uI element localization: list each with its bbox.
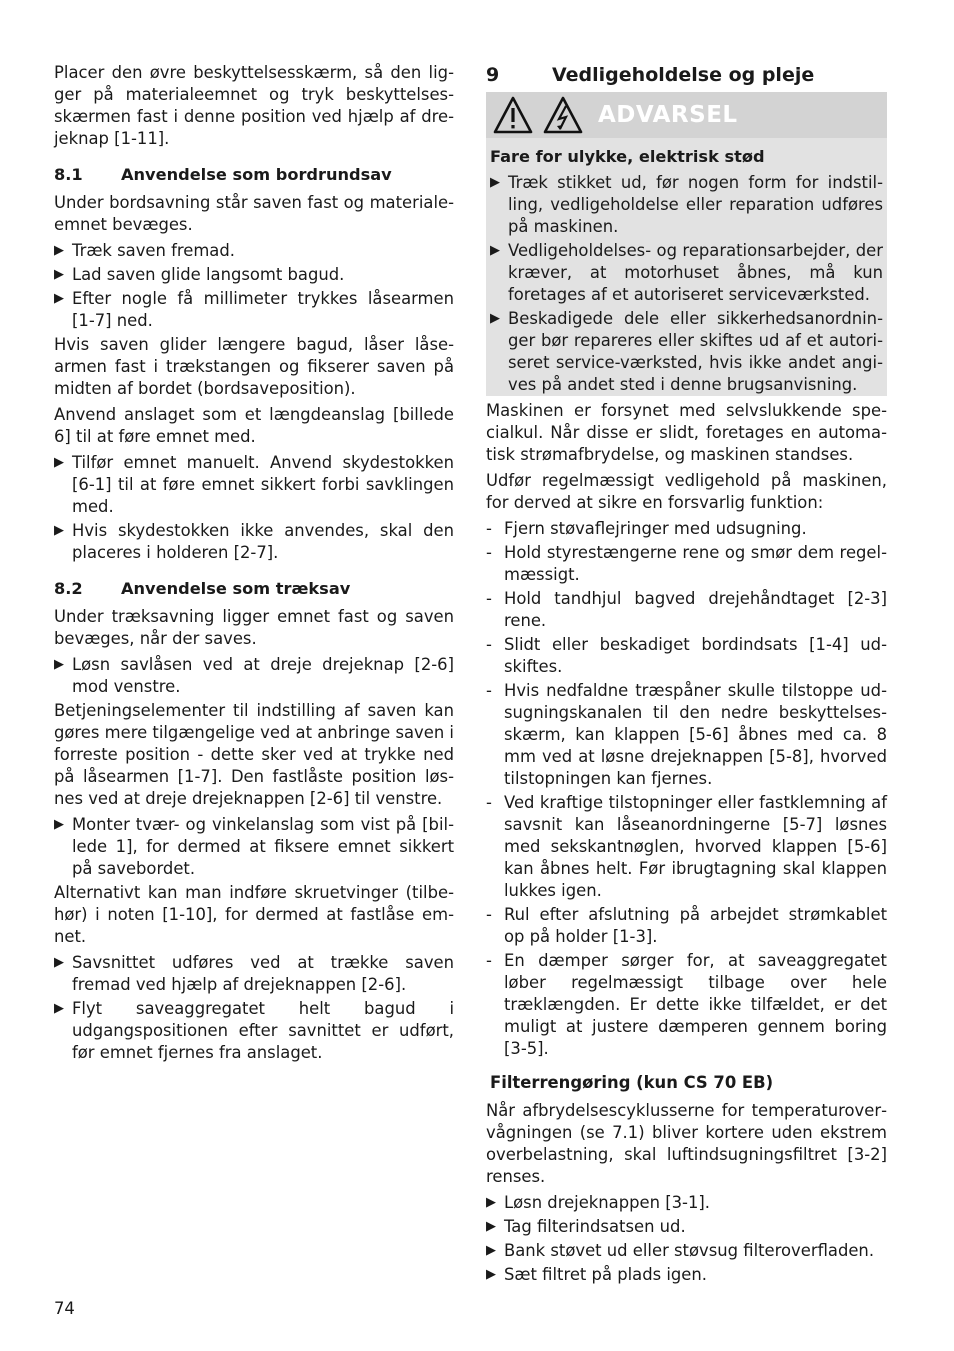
bullet-item: ▶ Bank støvet ud eller støvsug filteroverfladen. [486, 1241, 875, 1260]
electric-hazard-icon [542, 95, 584, 135]
section-number: 9 [486, 64, 500, 86]
bullet-item: ▶ Sæt filtret på plads igen. [486, 1265, 707, 1284]
filter-heading: Filterrengøring (kun CS 70 EB) [490, 1073, 774, 1092]
dash-item: - Hold styrestængerne rene og smør dem regelmæssigt. [486, 543, 887, 584]
bullet-arrow-icon: ▶ [54, 243, 64, 258]
bullet-item: ▶ Lad saven glide langsomt bagud. [54, 265, 345, 284]
bullet-arrow-icon: ▶ [486, 1243, 496, 1258]
section-8-1-heading [54, 164, 454, 186]
paragraph: Hvis saven glider længere bagud, låser låsearmen fast i trækstangen og fikserer saven på midten af bordet (bordsaveposition). [54, 335, 454, 398]
bullet-arrow-icon: ▶ [490, 243, 500, 258]
paragraph: Når afbrydelsescyklusserne for temperaturovervågningen (se 7.1) bliver kortere uden ekstrem overbelastning, skal luftindsugningsfiltret [3-2] renses. [486, 1101, 887, 1186]
dash-item: - Slidt eller beskadiget bordindsats [1-4] udskiftes. [486, 635, 887, 676]
bullet-item: ▶ Beskadigede dele eller sikkerhedsanordninger bør repareres eller skiftes ud af et autoriseret service-værksted, hvis ikke andet angives på andet sted i denne brugsanvisning. [490, 309, 883, 394]
warning-box [486, 92, 887, 396]
bullet-arrow-icon: ▶ [490, 175, 500, 190]
paragraph: Betjeningselementer til indstilling af saven kan gøres mere tilgængelige ved at anbringe saven i forreste position - dette sker ved at trykke ned på låsearmen [1-7]. Den fastlåste position løsnes ved at dreje drejeknappen [2-6] til venstre. [54, 701, 454, 808]
bullet-item: ▶ Efter nogle få millimeter trykkes låsearmen [1-7] ned. [54, 289, 454, 330]
section-title: Vedligeholdelse og pleje [552, 64, 815, 86]
bullet-arrow-icon: ▶ [486, 1267, 496, 1282]
right-column [486, 62, 887, 1288]
bullet-item: ▶ Savsnittet udføres ved at trække saven fremad ved hjælp af drejeknappen [2-6]. [54, 953, 454, 994]
section-number: 8.1 [54, 165, 83, 184]
bullet-arrow-icon: ▶ [54, 523, 64, 538]
bullet-item: ▶ Vedligeholdelses- og reparationsarbejder, der kræver, at motorhuset åbnes, må kun foretages af et autoriseret serviceværksted. [490, 241, 883, 304]
bullet-arrow-icon: ▶ [490, 311, 500, 326]
section-title: Anvendelse som træksav [121, 579, 351, 598]
warning-label: ADVARSEL [598, 102, 738, 128]
dash-item: - Rul efter afslutning på arbejdet strømkablet op på holder [1-3]. [486, 905, 887, 946]
dash-item: - Fjern støvaflejringer med udsugning. [486, 519, 807, 538]
section-number: 8.2 [54, 579, 83, 598]
bullet-arrow-icon: ▶ [54, 955, 64, 970]
dash-item: - Hvis nedfaldne træspåner skulle tilstoppe udsugningskanalen til den nedre beskyttelsesskærm, kan klappen [5-6] åbnes med ca. 8 mm ved at løsne drejeknappen [5-8], hvorved tilstopningen kan fjernes. [486, 681, 887, 788]
section-9-heading [486, 62, 887, 88]
bullet-arrow-icon: ▶ [54, 1001, 64, 1016]
bullet-item: ▶ Træk stikket ud, før nogen form for indstilling, vedligeholdelse eller reparation udføres på maskinen. [490, 173, 883, 236]
paragraph: Anvend anslaget som et længdeanslag [billede 6] til at føre emnet med. [54, 405, 454, 446]
bullet-item: ▶ Flyt saveaggregatet helt bagud i udgangspositionen efter savnittet er udført, før emnet fjernes fra anslaget. [54, 999, 454, 1062]
paragraph: Maskinen er forsynet med selvslukkende specialkul. Når disse er slidt, foretages en automatisk strømafbrydelse, og maskinen standses. [486, 401, 887, 464]
bullet-arrow-icon: ▶ [54, 817, 64, 832]
bullet-item: ▶ Hvis skydestokken ikke anvendes, skal den placeres i holderen [2-7]. [54, 521, 454, 562]
left-column [54, 62, 454, 1066]
paragraph: Under bordsavning står saven fast og materialeemnet bevæges. [54, 193, 454, 234]
warning-triangle-icon [492, 95, 534, 135]
paragraph: Alternativt kan man indføre skruetvinger (tilbehør) i noten [1-10], for dermed at fastlåse emnet. [54, 883, 454, 946]
dash-item: - Hold tandhjul bagved drejehåndtaget [2-3] rene. [486, 589, 887, 630]
bullet-arrow-icon: ▶ [54, 657, 64, 672]
paragraph: Under træksavning ligger emnet fast og saven bevæges, når der saves. [54, 607, 454, 648]
bullet-item: ▶ Løsn savlåsen ved at dreje drejeknap [2-6] mod venstre. [54, 655, 454, 696]
section-8-2-heading [54, 578, 454, 600]
bullet-arrow-icon: ▶ [54, 291, 64, 306]
bullet-item: ▶ Løsn drejeknappen [3-1]. [486, 1193, 710, 1212]
bullet-arrow-icon: ▶ [486, 1219, 496, 1234]
paragraph: Udfør regelmæssigt vedligehold på maskinen, for derved at sikre en forsvarlig funktion: [486, 471, 887, 512]
bullet-arrow-icon: ▶ [54, 455, 64, 470]
warning-body [486, 138, 887, 396]
warning-subtitle: Fare for ulykke, elektrisk stød [490, 147, 765, 166]
bullet-item: ▶ Monter tvær- og vinkelanslag som vist på [billede 1], for dermed at fiksere emnet sikkert på savebordet. [54, 815, 454, 878]
warning-header [486, 92, 887, 138]
bullet-arrow-icon: ▶ [54, 267, 64, 282]
bullet-item: ▶ Tag filterindsatsen ud. [486, 1217, 686, 1236]
bullet-item: ▶ Træk saven fremad. [54, 241, 235, 260]
dash-item: - En dæmper sørger for, at saveaggregatet løber regelmæssigt tilbage over hele træklængden. Er dette ikke tilfældet, er det muligt at justere dæmperen gennem boring [3-5]. [486, 951, 887, 1058]
dash-item: - Ved kraftige tilstopninger eller fastklemning af savsnit kan låseanordningerne [5-7] løsnes med sekskantnøglen, hvorved klappen [5-6] kan åbnes helt. Før ibrugtagning skal klappen lukkes igen. [486, 793, 887, 900]
page-number: 74 [54, 1299, 75, 1318]
intro-paragraph: Placer den øvre beskyttelsesskærm, så den ligger på materialeemnet og tryk beskyttelsesskærmen fast i denne position ved hjælp af drejeknap [1-11]. [54, 63, 454, 148]
bullet-item: ▶ Tilfør emnet manuelt. Anvend skydestokken [6-1] til at føre emnet sikkert forbi savklingen med. [54, 453, 454, 516]
section-title: Anvendelse som bordrundsav [121, 165, 392, 184]
bullet-arrow-icon: ▶ [486, 1195, 496, 1210]
